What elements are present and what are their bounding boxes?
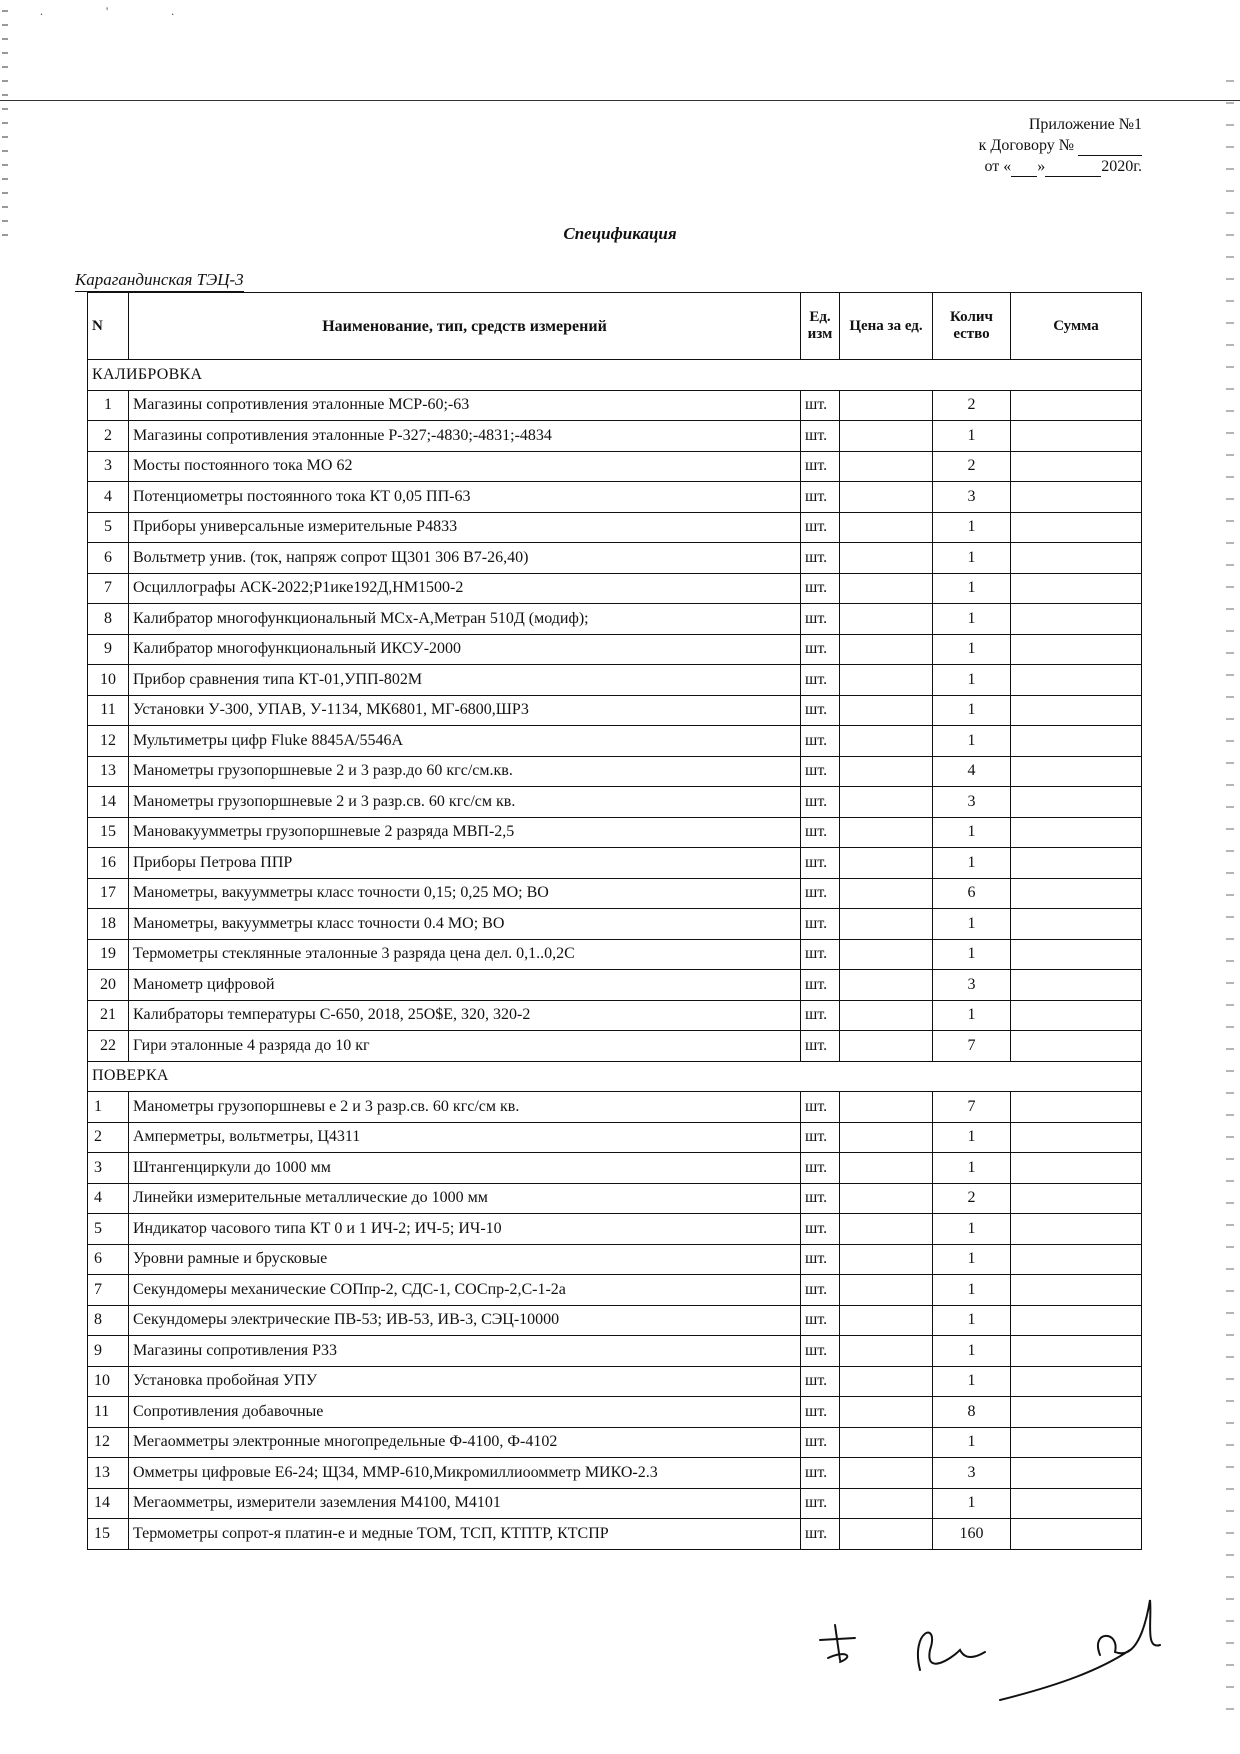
row-number: 11 xyxy=(88,1397,129,1428)
row-name: Калибратор многофункциональный МСх-А,Метран 510Д (модиф); xyxy=(129,604,801,635)
date-year: 2020г. xyxy=(1101,158,1142,175)
row-name: Сопротивления добавочные xyxy=(129,1397,801,1428)
row-name: Омметры цифровые Е6-24; Щ34, ММР-610,Микромиллиоомметр МИКО-2.3 xyxy=(129,1458,801,1489)
table-row xyxy=(88,634,1142,665)
table-row xyxy=(88,1488,1142,1519)
table-row xyxy=(88,512,1142,543)
row-name: Манометры, вакуумметры класс точности 0,15; 0,25 МО; ВО xyxy=(129,878,801,909)
row-quantity: 1 xyxy=(933,1153,1011,1184)
row-price xyxy=(840,482,933,513)
row-price xyxy=(840,573,933,604)
table-row xyxy=(88,1000,1142,1031)
row-sum xyxy=(1011,878,1142,909)
table-row xyxy=(88,1183,1142,1214)
row-sum xyxy=(1011,1397,1142,1428)
row-unit: шт. xyxy=(801,848,840,879)
row-sum xyxy=(1011,634,1142,665)
table-body xyxy=(88,360,1142,1550)
row-quantity: 1 xyxy=(933,543,1011,574)
row-unit: шт. xyxy=(801,756,840,787)
row-price xyxy=(840,939,933,970)
row-price xyxy=(840,1153,933,1184)
row-name: Мегаомметры электронные многопредельные Ф-4100, Ф-4102 xyxy=(129,1427,801,1458)
row-sum xyxy=(1011,817,1142,848)
row-sum xyxy=(1011,1031,1142,1062)
row-sum xyxy=(1011,1275,1142,1306)
row-unit: шт. xyxy=(801,482,840,513)
row-quantity: 1 xyxy=(933,1122,1011,1153)
row-quantity: 1 xyxy=(933,848,1011,879)
row-price xyxy=(840,543,933,574)
signatures xyxy=(800,1590,1180,1730)
row-price xyxy=(840,970,933,1001)
row-sum xyxy=(1011,1000,1142,1031)
table-row xyxy=(88,573,1142,604)
row-name: Вольтметр унив. (ток, напряж сопрот Щ301 306 В7-26,40) xyxy=(129,543,801,574)
row-price xyxy=(840,1092,933,1123)
row-number: 5 xyxy=(88,512,129,543)
row-price xyxy=(840,604,933,635)
row-unit: шт. xyxy=(801,1305,840,1336)
row-price xyxy=(840,1275,933,1306)
row-unit: шт. xyxy=(801,1122,840,1153)
row-sum xyxy=(1011,482,1142,513)
row-sum xyxy=(1011,1153,1142,1184)
table-row xyxy=(88,1305,1142,1336)
row-price xyxy=(840,1122,933,1153)
row-name: Манометры грузопоршневы е 2 и 3 разр.св. 60 кгс/см кв. xyxy=(129,1092,801,1123)
row-quantity: 1 xyxy=(933,1366,1011,1397)
row-unit: шт. xyxy=(801,878,840,909)
table-row xyxy=(88,1458,1142,1489)
table-row xyxy=(88,1214,1142,1245)
row-quantity: 1 xyxy=(933,1244,1011,1275)
row-unit: шт. xyxy=(801,512,840,543)
signature-2 xyxy=(1000,1600,1160,1700)
row-quantity: 1 xyxy=(933,634,1011,665)
row-sum xyxy=(1011,1214,1142,1245)
row-sum xyxy=(1011,451,1142,482)
row-unit: шт. xyxy=(801,970,840,1001)
row-name: Мегаомметры, измерители заземления М4100, М4101 xyxy=(129,1488,801,1519)
month-blank xyxy=(1045,161,1101,177)
row-sum xyxy=(1011,665,1142,696)
row-unit: шт. xyxy=(801,604,840,635)
row-unit: шт. xyxy=(801,634,840,665)
row-quantity: 1 xyxy=(933,1214,1011,1245)
row-price xyxy=(840,1366,933,1397)
row-sum xyxy=(1011,1366,1142,1397)
row-sum xyxy=(1011,1244,1142,1275)
row-name: Термометры стеклянные эталонные 3 разряда цена дел. 0,1..0,2С xyxy=(129,939,801,970)
row-quantity: 1 xyxy=(933,1275,1011,1306)
row-quantity: 1 xyxy=(933,421,1011,452)
row-quantity: 1 xyxy=(933,909,1011,940)
row-number: 14 xyxy=(88,787,129,818)
row-unit: шт. xyxy=(801,817,840,848)
initials-signature xyxy=(820,1625,855,1662)
row-number: 9 xyxy=(88,1336,129,1367)
appendix-line-3 xyxy=(979,156,1142,177)
document-title: Спецификация xyxy=(563,224,677,243)
row-sum xyxy=(1011,1336,1142,1367)
row-quantity: 1 xyxy=(933,695,1011,726)
row-price xyxy=(840,848,933,879)
row-quantity: 1 xyxy=(933,1427,1011,1458)
row-number: 8 xyxy=(88,604,129,635)
row-quantity: 7 xyxy=(933,1092,1011,1123)
row-unit: шт. xyxy=(801,787,840,818)
section-title: КАЛИБРОВКА xyxy=(88,360,1142,391)
row-price xyxy=(840,1031,933,1062)
row-quantity: 1 xyxy=(933,604,1011,635)
row-unit: шт. xyxy=(801,1092,840,1123)
table-row xyxy=(88,878,1142,909)
table-row xyxy=(88,817,1142,848)
table-row xyxy=(88,1275,1142,1306)
row-name: Манометры грузопоршневые 2 и 3 разр.св. 60 кгс/см кв. xyxy=(129,787,801,818)
row-name: Магазины сопротивления Р33 xyxy=(129,1336,801,1367)
row-quantity: 1 xyxy=(933,1000,1011,1031)
row-number: 11 xyxy=(88,695,129,726)
scan-edge-marks xyxy=(1226,80,1234,1720)
row-number: 17 xyxy=(88,878,129,909)
row-price xyxy=(840,1488,933,1519)
row-unit: шт. xyxy=(801,543,840,574)
row-price xyxy=(840,909,933,940)
row-quantity: 2 xyxy=(933,390,1011,421)
row-unit: шт. xyxy=(801,1336,840,1367)
table-row xyxy=(88,1366,1142,1397)
header-name: Наименование, тип, средств измерений xyxy=(129,293,801,360)
table-row xyxy=(88,909,1142,940)
row-number: 4 xyxy=(88,1183,129,1214)
row-name: Мультиметры цифр Fluke 8845А/5546А xyxy=(129,726,801,757)
row-name: Манометр цифровой xyxy=(129,970,801,1001)
row-name: Приборы Петрова ППР xyxy=(129,848,801,879)
header-sum: Сумма xyxy=(1011,293,1142,360)
row-quantity: 1 xyxy=(933,1488,1011,1519)
row-quantity: 3 xyxy=(933,1458,1011,1489)
row-name: Калибратор многофункциональный ИКСУ-2000 xyxy=(129,634,801,665)
row-name: Гири эталонные 4 разряда до 10 кг xyxy=(129,1031,801,1062)
row-number: 6 xyxy=(88,543,129,574)
row-sum xyxy=(1011,726,1142,757)
appendix-header xyxy=(979,114,1142,177)
row-number: 1 xyxy=(88,390,129,421)
row-quantity: 1 xyxy=(933,817,1011,848)
row-sum xyxy=(1011,1183,1142,1214)
specification-table xyxy=(87,292,1142,1550)
row-sum xyxy=(1011,756,1142,787)
scan-artifact-dots: . ' . xyxy=(40,4,205,18)
row-quantity: 2 xyxy=(933,451,1011,482)
row-unit: шт. xyxy=(801,573,840,604)
row-unit: шт. xyxy=(801,1183,840,1214)
table-row xyxy=(88,1397,1142,1428)
table-row xyxy=(88,756,1142,787)
table-row xyxy=(88,482,1142,513)
scan-edge-marks-left xyxy=(2,10,8,240)
row-quantity: 7 xyxy=(933,1031,1011,1062)
row-name: Индикатор часового типа КТ 0 и 1 ИЧ-2; ИЧ-5; ИЧ-10 xyxy=(129,1214,801,1245)
row-quantity: 2 xyxy=(933,1183,1011,1214)
row-sum xyxy=(1011,909,1142,940)
row-price xyxy=(840,726,933,757)
row-number: 22 xyxy=(88,1031,129,1062)
day-blank xyxy=(1011,161,1037,177)
row-unit: шт. xyxy=(801,1458,840,1489)
table-row xyxy=(88,970,1142,1001)
row-number: 2 xyxy=(88,421,129,452)
table-header-row xyxy=(88,293,1142,360)
table-row xyxy=(88,695,1142,726)
row-price xyxy=(840,512,933,543)
row-number: 10 xyxy=(88,665,129,696)
row-price xyxy=(840,817,933,848)
row-name: Калибраторы температуры С-650, 2018, 25О$Е, 320, 320-2 xyxy=(129,1000,801,1031)
row-name: Магазины сопротивления эталонные МСР-60;-63 xyxy=(129,390,801,421)
row-name: Амперметры, вольтметры, Ц4311 xyxy=(129,1122,801,1153)
row-unit: шт. xyxy=(801,1153,840,1184)
row-number: 18 xyxy=(88,909,129,940)
row-sum xyxy=(1011,939,1142,970)
row-unit: шт. xyxy=(801,451,840,482)
row-price xyxy=(840,1458,933,1489)
table-row xyxy=(88,1122,1142,1153)
row-number: 12 xyxy=(88,726,129,757)
row-sum xyxy=(1011,1427,1142,1458)
row-number: 7 xyxy=(88,1275,129,1306)
row-number: 1 xyxy=(88,1092,129,1123)
row-sum xyxy=(1011,1305,1142,1336)
row-unit: шт. xyxy=(801,390,840,421)
row-name: Линейки измерительные металлические до 1000 мм xyxy=(129,1183,801,1214)
contract-number-blank xyxy=(1078,140,1142,156)
table-row xyxy=(88,390,1142,421)
row-number: 3 xyxy=(88,1153,129,1184)
table-row xyxy=(88,421,1142,452)
row-price xyxy=(840,451,933,482)
date-mid: » xyxy=(1037,158,1046,175)
row-sum xyxy=(1011,512,1142,543)
row-sum xyxy=(1011,1519,1142,1550)
row-price xyxy=(840,1244,933,1275)
row-unit: шт. xyxy=(801,1366,840,1397)
row-unit: шт. xyxy=(801,909,840,940)
top-rule xyxy=(0,100,1240,101)
row-sum xyxy=(1011,970,1142,1001)
row-number: 5 xyxy=(88,1214,129,1245)
row-name: Секундомеры механические СОПпр-2, СДС-1, СОСпр-2,С-1-2а xyxy=(129,1275,801,1306)
row-number: 16 xyxy=(88,848,129,879)
row-number: 8 xyxy=(88,1305,129,1336)
signature-1 xyxy=(918,1633,985,1670)
row-quantity: 1 xyxy=(933,665,1011,696)
table-row xyxy=(88,1336,1142,1367)
row-number: 13 xyxy=(88,1458,129,1489)
row-sum xyxy=(1011,604,1142,635)
row-number: 2 xyxy=(88,1122,129,1153)
row-name: Секундомеры электрические ПВ-53; ИВ-53, ИВ-3, СЭЦ-10000 xyxy=(129,1305,801,1336)
section-row xyxy=(88,360,1142,391)
row-price xyxy=(840,756,933,787)
row-unit: шт. xyxy=(801,695,840,726)
row-number: 14 xyxy=(88,1488,129,1519)
header-price: Цена за ед. xyxy=(840,293,933,360)
organization-name: Карагандинская ТЭЦ-3 xyxy=(75,270,244,292)
row-name: Установка пробойная УПУ xyxy=(129,1366,801,1397)
row-price xyxy=(840,878,933,909)
row-price xyxy=(840,390,933,421)
row-price xyxy=(840,1183,933,1214)
row-quantity: 3 xyxy=(933,787,1011,818)
table-row xyxy=(88,665,1142,696)
row-sum xyxy=(1011,1122,1142,1153)
row-name: Магазины сопротивления эталонные Р-327;-4830;-4831;-4834 xyxy=(129,421,801,452)
row-price xyxy=(840,695,933,726)
row-price xyxy=(840,1397,933,1428)
row-name: Уровни рамные и брусковые xyxy=(129,1244,801,1275)
row-quantity: 1 xyxy=(933,573,1011,604)
row-quantity: 3 xyxy=(933,482,1011,513)
row-number: 7 xyxy=(88,573,129,604)
table-row xyxy=(88,726,1142,757)
table-row xyxy=(88,604,1142,635)
table-row xyxy=(88,1153,1142,1184)
row-quantity: 3 xyxy=(933,970,1011,1001)
row-unit: шт. xyxy=(801,1244,840,1275)
row-name: Мановакуумметры грузопоршневые 2 разряда МВП-2,5 xyxy=(129,817,801,848)
row-sum xyxy=(1011,1458,1142,1489)
table-row xyxy=(88,1519,1142,1550)
row-sum xyxy=(1011,1488,1142,1519)
row-name: Термометры сопрот-я платин-е и медные ТОМ, ТСП, КТПТР, КТСПР xyxy=(129,1519,801,1550)
row-sum xyxy=(1011,421,1142,452)
row-sum xyxy=(1011,573,1142,604)
row-unit: шт. xyxy=(801,1488,840,1519)
row-name: Потенциометры постоянного тока КТ 0,05 ПП-63 xyxy=(129,482,801,513)
row-price xyxy=(840,1214,933,1245)
row-sum xyxy=(1011,848,1142,879)
row-unit: шт. xyxy=(801,1214,840,1245)
table-row xyxy=(88,1031,1142,1062)
table-row xyxy=(88,451,1142,482)
row-quantity: 6 xyxy=(933,878,1011,909)
row-unit: шт. xyxy=(801,421,840,452)
section-row xyxy=(88,1061,1142,1092)
row-unit: шт. xyxy=(801,726,840,757)
row-name: Прибор сравнения типа КТ-01,УПП-802М xyxy=(129,665,801,696)
row-price xyxy=(840,1427,933,1458)
row-quantity: 1 xyxy=(933,512,1011,543)
table-row xyxy=(88,1427,1142,1458)
row-quantity: 4 xyxy=(933,756,1011,787)
row-number: 4 xyxy=(88,482,129,513)
row-number: 10 xyxy=(88,1366,129,1397)
row-unit: шт. xyxy=(801,1427,840,1458)
row-sum xyxy=(1011,390,1142,421)
row-name: Приборы универсальные измерительные Р4833 xyxy=(129,512,801,543)
appendix-line-1: Приложение №1 xyxy=(1028,116,1142,133)
table-row xyxy=(88,939,1142,970)
row-sum xyxy=(1011,787,1142,818)
date-prefix: от « xyxy=(984,158,1012,175)
row-price xyxy=(840,1000,933,1031)
row-name: Осциллографы АСК-2022;Р1ике192Д,НМ1500-2 xyxy=(129,573,801,604)
row-number: 12 xyxy=(88,1427,129,1458)
row-number: 9 xyxy=(88,634,129,665)
row-quantity: 1 xyxy=(933,1336,1011,1367)
row-quantity: 160 xyxy=(933,1519,1011,1550)
table-row xyxy=(88,1244,1142,1275)
row-name: Манометры грузопоршневые 2 и 3 разр.до 60 кгс/см.кв. xyxy=(129,756,801,787)
row-number: 15 xyxy=(88,817,129,848)
row-price xyxy=(840,787,933,818)
row-quantity: 1 xyxy=(933,939,1011,970)
row-sum xyxy=(1011,1092,1142,1123)
row-sum xyxy=(1011,543,1142,574)
row-unit: шт. xyxy=(801,939,840,970)
row-name: Мосты постоянного тока МО 62 xyxy=(129,451,801,482)
section-title: ПОВЕРКА xyxy=(88,1061,1142,1092)
header-num: N xyxy=(88,293,129,360)
row-quantity: 1 xyxy=(933,1305,1011,1336)
row-number: 3 xyxy=(88,451,129,482)
row-name: Установки У-300, УПАВ, У-1134, МК6801, МГ-6800,ШР3 xyxy=(129,695,801,726)
header-qty: Колич ество xyxy=(933,293,1011,360)
row-unit: шт. xyxy=(801,1000,840,1031)
row-price xyxy=(840,1336,933,1367)
row-name: Манометры, вакуумметры класс точности 0.4 МО; ВО xyxy=(129,909,801,940)
row-price xyxy=(840,421,933,452)
table-row xyxy=(88,1092,1142,1123)
table-row xyxy=(88,787,1142,818)
appendix-line-2 xyxy=(979,135,1142,156)
contract-prefix: к Договору № xyxy=(978,137,1074,154)
row-quantity: 1 xyxy=(933,726,1011,757)
row-price xyxy=(840,1305,933,1336)
row-sum xyxy=(1011,695,1142,726)
row-quantity: 8 xyxy=(933,1397,1011,1428)
row-number: 21 xyxy=(88,1000,129,1031)
row-price xyxy=(840,634,933,665)
row-unit: шт. xyxy=(801,1519,840,1550)
row-number: 15 xyxy=(88,1519,129,1550)
table-row xyxy=(88,848,1142,879)
row-price xyxy=(840,1519,933,1550)
row-name: Штангенциркули до 1000 мм xyxy=(129,1153,801,1184)
row-number: 19 xyxy=(88,939,129,970)
row-number: 6 xyxy=(88,1244,129,1275)
header-unit: Ед. изм xyxy=(801,293,840,360)
row-number: 13 xyxy=(88,756,129,787)
row-number: 20 xyxy=(88,970,129,1001)
row-unit: шт. xyxy=(801,1275,840,1306)
table-row xyxy=(88,543,1142,574)
row-price xyxy=(840,665,933,696)
row-unit: шт. xyxy=(801,1031,840,1062)
row-unit: шт. xyxy=(801,665,840,696)
row-unit: шт. xyxy=(801,1397,840,1428)
